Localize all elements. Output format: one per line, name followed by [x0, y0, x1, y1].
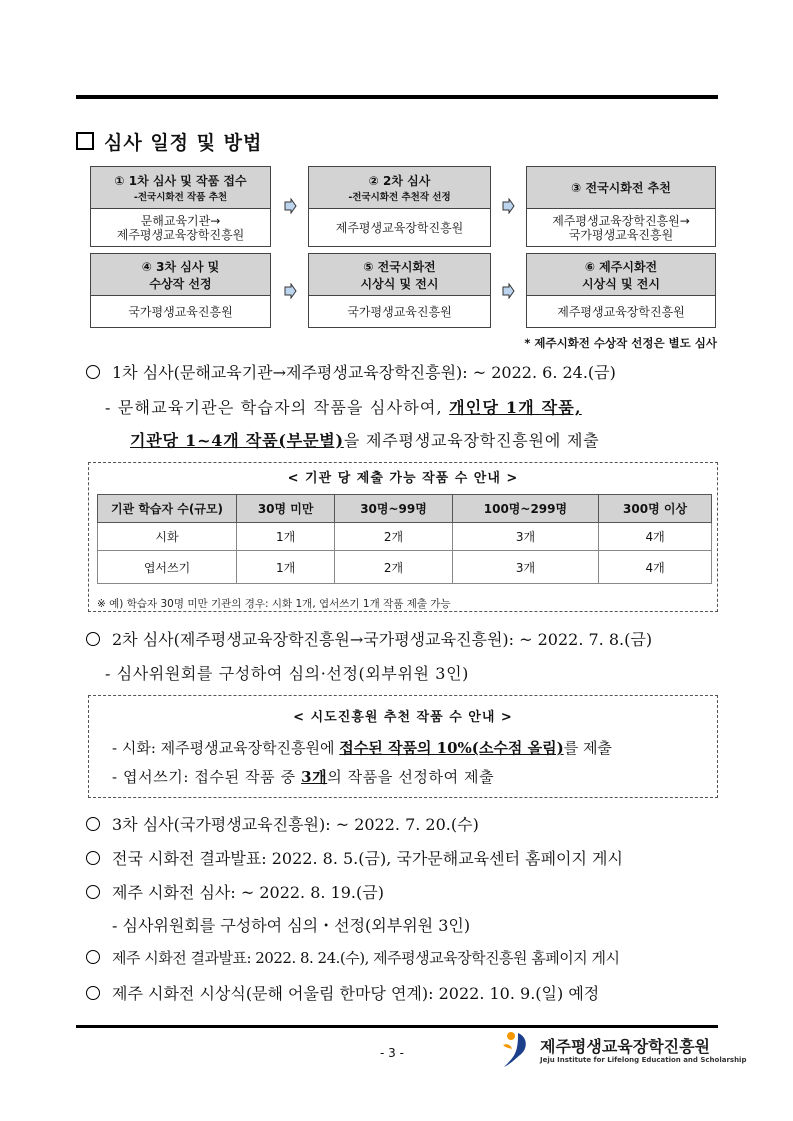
table-row: [98, 551, 712, 584]
table-cell: 4개: [599, 523, 712, 551]
circle-bullet-icon: [86, 365, 100, 379]
section-title: 심사 일정 및 방법: [76, 128, 262, 155]
org-english-name: Jeju Institute for Lifelong Education and Scholarship: [540, 1056, 747, 1064]
recommend-line-1: - 시화: 제주평생교육장학진흥원에 접수된 작품의 10%(소수점 올림)를 제출: [112, 739, 612, 757]
checkbox-square-icon: [76, 132, 94, 150]
table-cell: 1개: [237, 551, 335, 584]
flow-box-1: [90, 166, 271, 247]
circle-bullet-icon: [86, 632, 100, 646]
table-cell: 엽서쓰기: [98, 551, 237, 584]
flow-box-3-head: ③ 전국시화전 추천: [527, 167, 715, 209]
recommend-box-title: < 시도진흥원 추천 작품 수 안내 >: [293, 710, 513, 725]
flow-box-1-head: ① 1차 심사 및 작품 접수 -전국시화전 작품 추천: [91, 167, 270, 209]
item-2-sub: - 심사위원회를 구성하여 심의·선정(외부위원 3인): [105, 664, 469, 683]
table-row: [98, 523, 712, 551]
flow-box-2-head: ② 2차 심사 -전국시화전 추천작 선정: [309, 167, 490, 209]
item-2: 2차 심사(제주평생교육장학진흥원→국가평생교육진흥원): ~ 2022. 7. 8.(금): [86, 627, 652, 650]
flow-box-1-body: 문해교육기관→ 제주평생교육장학진흥원: [116, 213, 245, 242]
flow-box-6: [526, 253, 716, 328]
flow-arrow-1-icon: [284, 198, 297, 214]
table-header-cell: 기관 학습자 수(규모): [98, 495, 237, 523]
table-cell: 4개: [599, 551, 712, 584]
table-header-cell: 100명~299명: [452, 495, 598, 523]
org-name: 제주평생교육장학진흥원: [540, 1037, 711, 1056]
flow-box-6-body: 제주평생교육장학진흥원: [557, 304, 685, 319]
flow-box-5-head: ⑤ 전국시화전 시상식 및 전시: [309, 254, 490, 296]
flow-box-2: [308, 166, 491, 247]
circle-bullet-icon: [86, 817, 100, 831]
item-1-sub-line-1: - 문해교육기관은 학습자의 작품을 심사하여, 개인당 1개 작품,: [105, 398, 582, 417]
circle-bullet-icon: [86, 851, 100, 865]
flow-box-3: [526, 166, 716, 247]
org-logo-icon: [500, 1031, 532, 1069]
table-header-cell: 300명 이상: [599, 495, 712, 523]
flow-box-2-body: 제주평생교육장학진흥원: [335, 220, 464, 235]
flow-arrow-2-icon: [502, 198, 515, 214]
item-1-sub-line-2: 기관당 1~4개 작품(부문별)을 제주평생교육장학진흥원에 제출: [130, 431, 600, 450]
page-number: - 3 -: [380, 1046, 404, 1060]
circle-bullet-icon: [86, 885, 100, 899]
item-4: 전국 시화전 결과발표: 2022. 8. 5.(금), 국가문해교육센터 홈페이지 게시: [86, 846, 623, 869]
flow-box-5: [308, 253, 491, 328]
recommend-line-2: - 엽서쓰기: 접수된 작품 중 3개의 작품을 선정하여 제출: [112, 768, 495, 786]
item-1: 1차 심사(문해교육기관→제주평생교육장학진흥원): ~ 2022. 6. 24.(금): [86, 360, 616, 383]
table-cell: 시화: [98, 523, 237, 551]
flow-box-4: [90, 253, 271, 328]
bottom-rule: [76, 1025, 718, 1028]
flow-box-6-head: ⑥ 제주시화전 시상식 및 전시: [527, 254, 715, 296]
circle-bullet-icon: [86, 950, 100, 964]
table-cell: 3개: [452, 551, 598, 584]
item-5-sub: - 심사위원회를 구성하여 심의・선정(외부위원 3인): [112, 916, 471, 935]
flow-box-3-body: 제주평생교육장학진흥원→ 국가평생교육진흥원: [552, 213, 690, 242]
flow-arrow-3-icon: [284, 283, 297, 299]
table-cell: 3개: [452, 523, 598, 551]
count-table-title: < 기관 당 제출 가능 작품 수 안내 >: [287, 471, 519, 486]
table-cell: 2개: [335, 523, 452, 551]
flow-box-4-body: 국가평생교육진흥원: [128, 304, 233, 319]
item-3: 3차 심사(국가평생교육진흥원): ~ 2022. 7. 20.(수): [86, 812, 479, 835]
circle-bullet-icon: [86, 986, 100, 1000]
table-header-cell: 30명 미만: [237, 495, 335, 523]
count-table: [97, 494, 712, 584]
item-6: 제주 시화전 결과발표: 2022. 8. 24.(수), 제주평생교육장학진흥원 홈페이지 게시: [86, 947, 620, 968]
table-cell: 2개: [335, 551, 452, 584]
flow-arrow-4-icon: [502, 283, 515, 299]
table-cell: 1개: [237, 523, 335, 551]
table-header-row: [98, 495, 712, 523]
top-rule: [76, 95, 718, 99]
flow-box-5-body: 국가평생교육진흥원: [347, 304, 452, 319]
flow-note: * 제주시화전 수상작 선정은 별도 심사: [524, 336, 717, 350]
item-5: 제주 시화전 심사: ~ 2022. 8. 19.(금): [86, 880, 384, 903]
item-7: 제주 시화전 시상식(문해 어울림 한마당 연계): 2022. 10. 9.(일) 예정: [86, 981, 599, 1004]
table-header-cell: 30명~99명: [335, 495, 452, 523]
count-table-footnote: ※ 예) 학습자 30명 미만 기관의 경우: 시화 1개, 엽서쓰기 1개 작품 제출 가능: [97, 598, 451, 610]
flow-box-4-head: ④ 3차 심사 및 수상작 선정: [91, 254, 270, 296]
